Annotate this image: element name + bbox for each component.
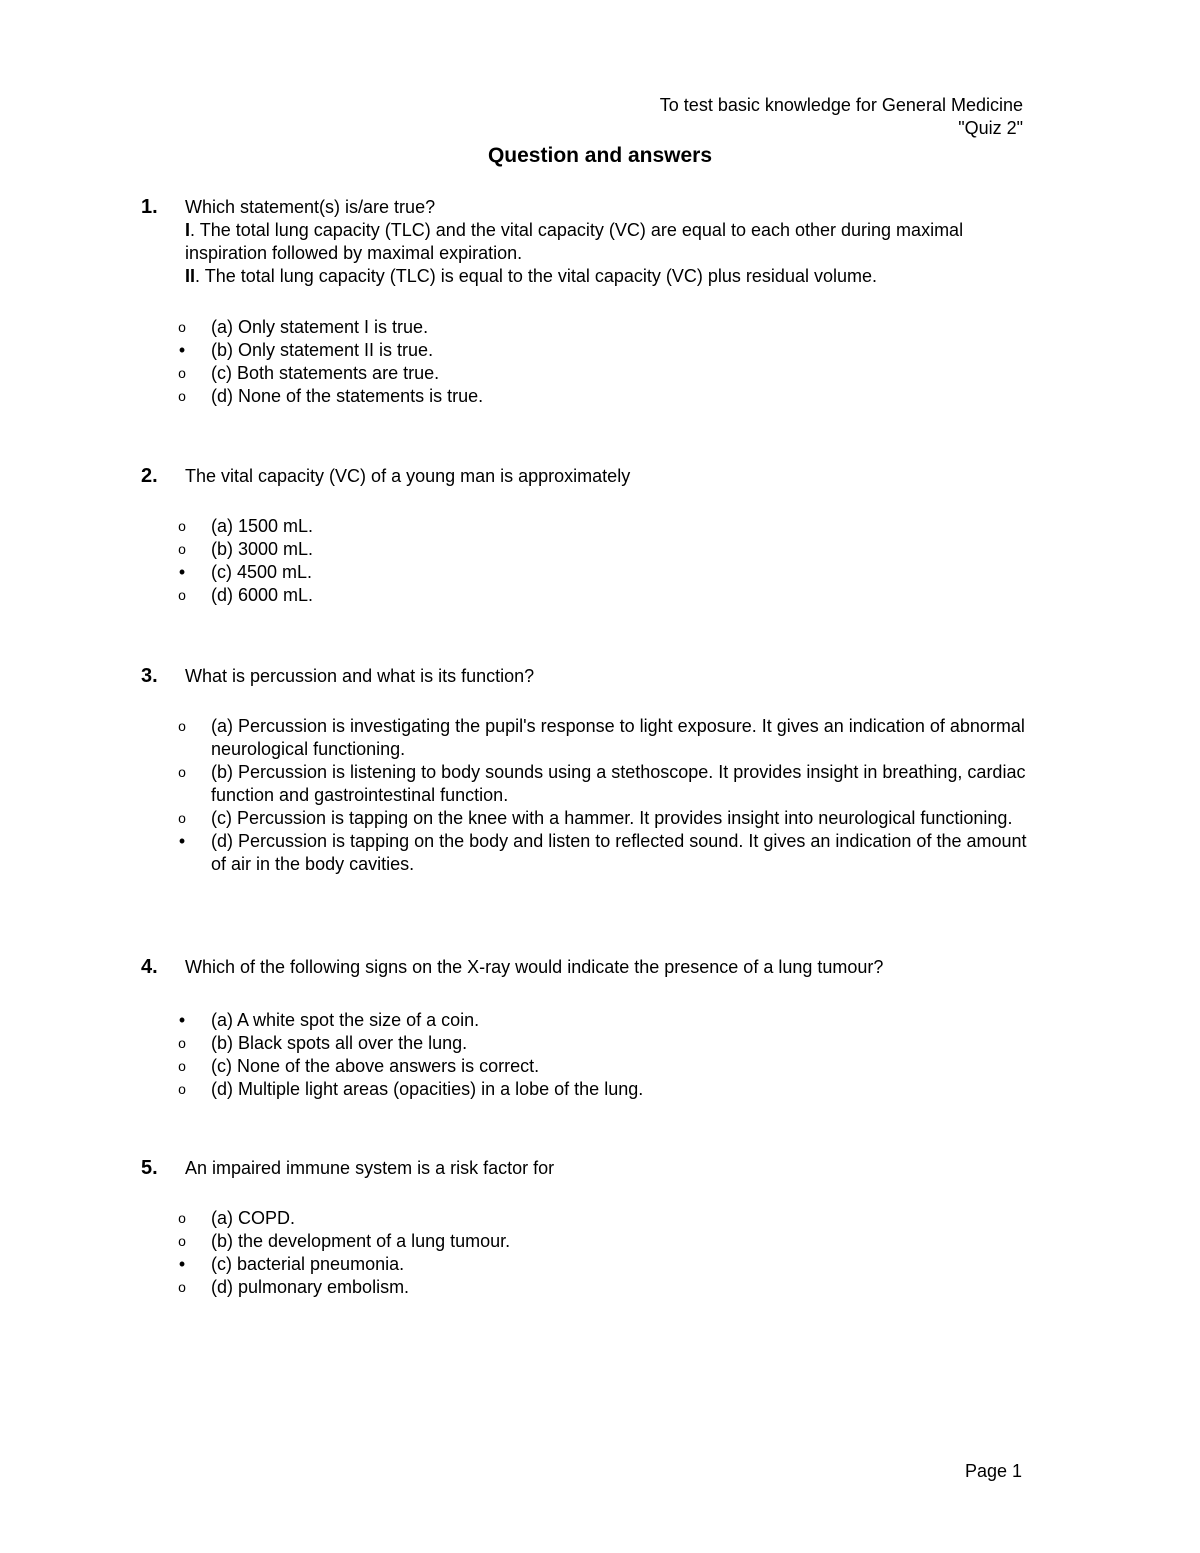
empty-circle-bullet-icon: o (178, 1081, 186, 1097)
empty-circle-bullet-icon: o (178, 1035, 186, 1051)
option-text: (a) A white spot the size of a coin. (211, 1010, 480, 1030)
option-text: (a) Only statement I is true. (211, 317, 429, 337)
option-a (141, 1009, 1041, 1032)
option-c (141, 561, 1041, 584)
option-a (141, 715, 1041, 761)
empty-circle-bullet-icon: o (178, 810, 186, 826)
filled-bullet-icon: • (178, 340, 186, 360)
statement-label: I (185, 220, 191, 240)
option-b (141, 538, 1041, 561)
statement-text: . The total lung capacity (TLC) and the vital capacity (VC) are equal to each other during maximal inspiration followed by maximal expiration. (185, 220, 964, 263)
question-number: 2. (141, 465, 158, 487)
option-c (141, 1253, 1041, 1276)
option-d (141, 1078, 1041, 1101)
filled-bullet-icon: • (178, 831, 186, 851)
statement-text: . The total lung capacity (TLC) is equal to the vital capacity (VC) plus residual volume. (195, 266, 877, 286)
statement-1 (185, 219, 1040, 265)
empty-circle-bullet-icon: o (178, 1279, 186, 1295)
option-text: (b) Percussion is listening to body sounds using a stethoscope. It provides insight in breathing, cardiac function and gastrointestinal function. (211, 762, 1026, 805)
option-a (141, 515, 1041, 538)
option-text: (d) None of the statements is true. (211, 386, 484, 406)
question-5 (141, 1157, 1041, 1299)
empty-circle-bullet-icon: o (178, 388, 186, 404)
option-text: (c) None of the above answers is correct. (211, 1056, 540, 1076)
option-text: (d) pulmonary embolism. (211, 1277, 410, 1297)
option-text: (d) Percussion is tapping on the body and listen to reflected sound. It gives an indication of the amount of air in the body cavities. (211, 831, 1027, 874)
question-1 (141, 196, 1041, 408)
answer-options (141, 1009, 1041, 1101)
question-3 (141, 665, 1041, 876)
page-number: Page 1 (964, 1461, 1022, 1481)
empty-circle-bullet-icon: o (178, 365, 186, 381)
empty-circle-bullet-icon: o (178, 518, 186, 534)
option-text: (d) 6000 mL. (211, 585, 314, 605)
option-text: (b) the development of a lung tumour. (211, 1231, 511, 1251)
question-stem: An impaired immune system is a risk factor for (185, 1158, 555, 1178)
question-stem: The vital capacity (VC) of a young man is approximately (185, 466, 631, 486)
statement-2 (185, 265, 1040, 288)
empty-circle-bullet-icon: o (178, 587, 186, 603)
option-c (141, 807, 1041, 830)
page-title: Question and answers (487, 144, 713, 167)
option-d (141, 830, 1041, 876)
option-a (141, 1207, 1041, 1230)
option-d (141, 584, 1041, 607)
option-a (141, 316, 1041, 339)
empty-circle-bullet-icon: o (178, 1210, 186, 1226)
empty-circle-bullet-icon: o (178, 764, 186, 780)
answer-options (141, 1207, 1041, 1299)
question-number: 4. (141, 956, 158, 978)
answer-options (141, 715, 1041, 876)
question-stem: What is percussion and what is its function? (185, 666, 535, 686)
question-number: 5. (141, 1157, 158, 1179)
empty-circle-bullet-icon: o (178, 1058, 186, 1074)
question-stem: Which statement(s) is/are true? (185, 197, 436, 217)
filled-bullet-icon: • (178, 1254, 186, 1274)
statement-label: II (185, 266, 196, 286)
option-text: (c) Both statements are true. (211, 363, 440, 383)
option-b (141, 1230, 1041, 1253)
option-text: (b) Only statement II is true. (211, 340, 434, 360)
empty-circle-bullet-icon: o (178, 541, 186, 557)
question-4 (141, 956, 1041, 1101)
header-subtitle: To test basic knowledge for General Medicine (659, 95, 1023, 115)
option-text: (a) 1500 mL. (211, 516, 314, 536)
question-number: 1. (141, 196, 158, 218)
filled-bullet-icon: • (178, 562, 186, 582)
option-text: (d) Multiple light areas (opacities) in a lobe of the lung. (211, 1079, 644, 1099)
option-text: (b) Black spots all over the lung. (211, 1033, 468, 1053)
option-d (141, 1276, 1041, 1299)
empty-circle-bullet-icon: o (178, 1233, 186, 1249)
filled-bullet-icon: • (178, 1010, 186, 1030)
question-number: 3. (141, 665, 158, 687)
option-c (141, 362, 1041, 385)
option-b (141, 339, 1041, 362)
header-quiz-label: "Quiz 2" (958, 118, 1023, 138)
answer-options (141, 316, 1041, 408)
empty-circle-bullet-icon: o (178, 319, 186, 335)
question-2 (141, 465, 1041, 607)
option-text: (a) Percussion is investigating the pupil's response to light exposure. It gives an indication of abnormal neurological functioning. (211, 716, 1025, 759)
option-text: (a) COPD. (211, 1208, 296, 1228)
option-text: (c) 4500 mL. (211, 562, 313, 582)
answer-options (141, 515, 1041, 607)
option-text: (c) bacterial pneumonia. (211, 1254, 405, 1274)
option-b (141, 1032, 1041, 1055)
question-stem: Which of the following signs on the X-ray would indicate the presence of a lung tumour? (185, 957, 884, 977)
option-text: (b) 3000 mL. (211, 539, 314, 559)
empty-circle-bullet-icon: o (178, 718, 186, 734)
option-c (141, 1055, 1041, 1078)
option-text: (c) Percussion is tapping on the knee with a hammer. It provides insight into neurological functioning. (211, 808, 1013, 828)
option-b (141, 761, 1041, 807)
option-d (141, 385, 1041, 408)
